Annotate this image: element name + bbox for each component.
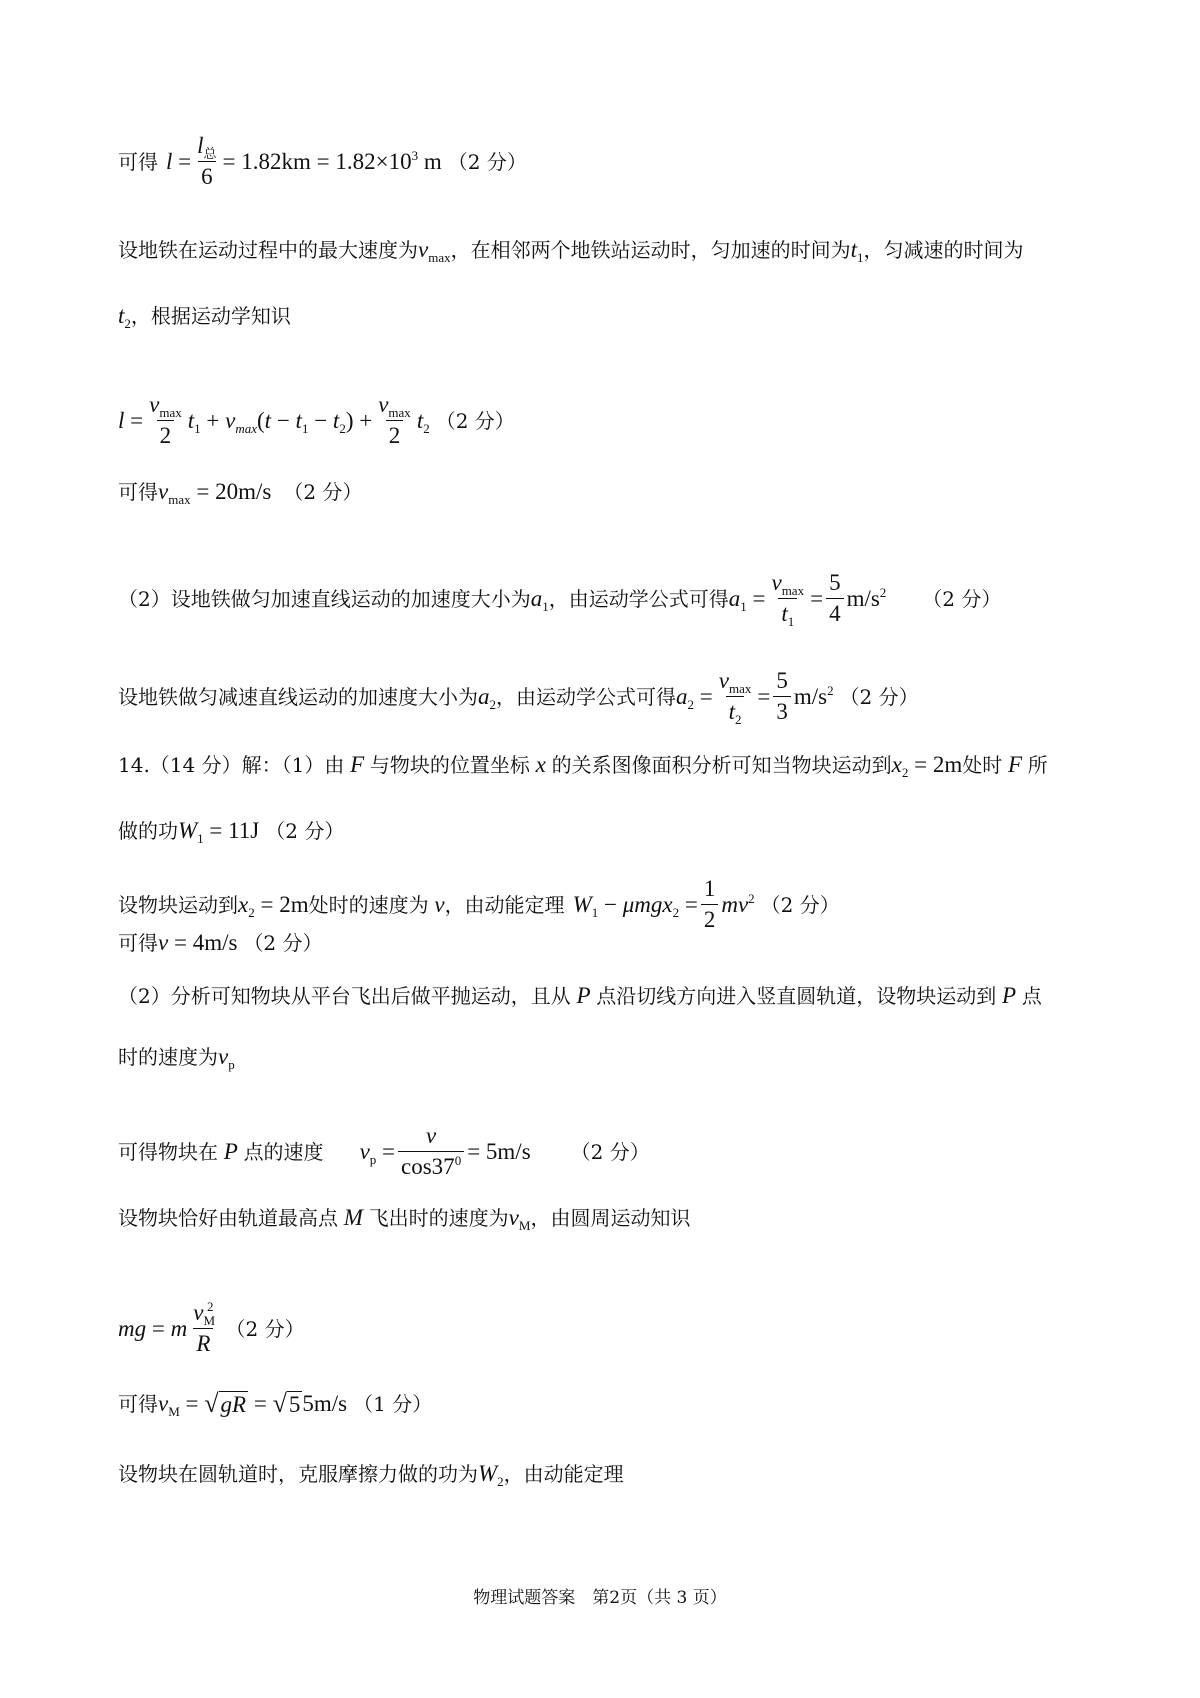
result-line-vmax: 可得 $v_{max}$ = 20m/s （2 分）: [118, 479, 363, 507]
text-line-vp: 时的速度为 $v_p$: [118, 1044, 235, 1072]
text-line-kinematics: $t_2$ ，根据运动学知识: [118, 303, 291, 331]
page-footer: 物理试题答案 第2页（共 3 页）: [473, 1588, 727, 1608]
equation-line-kinetic-energy: 设物块运动到 $x_2$ = 2m 处时的速度为 v ，由动能定理 $W_1 - \mu mgx_2$ = $\frac{1}{2}$ $mv^2$ （2 分）: [118, 876, 840, 932]
text-line-vm: 设物块恰好由轨道最高点 M 飞出时的速度为 $v_M$ ，由圆周运动知识: [118, 1205, 691, 1233]
result-line-vm: 可得 $v_M$ = √ gR = √ 5 5m/s （1 分）: [118, 1388, 433, 1419]
text-line-max-speed: 设地铁在运动过程中的最大速度为 $v_{max}$ ，在相邻两个地铁站运动时，匀加速的时间为 $t_1$ ，匀减速的时间为: [118, 237, 1024, 265]
text-line-w2: 设物块在圆轨道时，克服摩擦力做的功为 $W_2$ ，由动能定理: [118, 1461, 624, 1489]
text-line-problem-14: 14.（14 分）解：（1）由 F 与物块的位置坐标 x 的关系图像面积分析可知当物块运动到 $x_2$ = 2m 处时 F 所: [118, 752, 1048, 780]
equation-line-vp: 可得物块在 P 点的速度 $v_p$ = $\frac{v}{\cos 37^0}$ = 5m/s （2 分）: [118, 1123, 650, 1179]
equation-line-length: 可得 l = $\frac{l_总}{6}$ = 1.82km = 1.82 $\times 10^3$ m （2 分）: [118, 133, 527, 189]
equation-line-circular-motion: mg = m $\frac{v_M^2}{R}$ （2 分）: [118, 1299, 305, 1356]
text-line-work: 做的功 $W_1$ = 11J （2 分）: [118, 818, 345, 846]
text-line-part-2: （2）分析可知物块从平台飞出后做平抛运动，且从 P 点沿切线方向进入竖直圆轨道，设物块运动到 P 点: [118, 983, 1042, 1008]
result-line-v: 可得 v = 4m/s （2 分）: [118, 930, 323, 955]
equation-line-distance: l = $\frac{v_{max}}{2}$ $t_1 + v_{max}(t - t_1 - t_2)$ + $\frac{v_{max}}{2}$ $t_2$ （2 分）: [118, 392, 515, 448]
equation-line-a2: 设地铁做匀减速直线运动的加速度大小为 $a_2$ ，由运动学公式可得 $a_2$ = $\frac{v_{max}}{t_2}$ = $\frac{5}{3}$ m/s $^2$ （2 分）: [118, 668, 919, 727]
equation-line-a1: （2）设地铁做匀加速直线运动的加速度大小为 $a_1$ ，由运动学公式可得 $a_1$ = $\frac{v_{max}}{t_1}$ = $\frac{5}{4}$ m/s $^2$ （2 分）: [118, 570, 1002, 629]
